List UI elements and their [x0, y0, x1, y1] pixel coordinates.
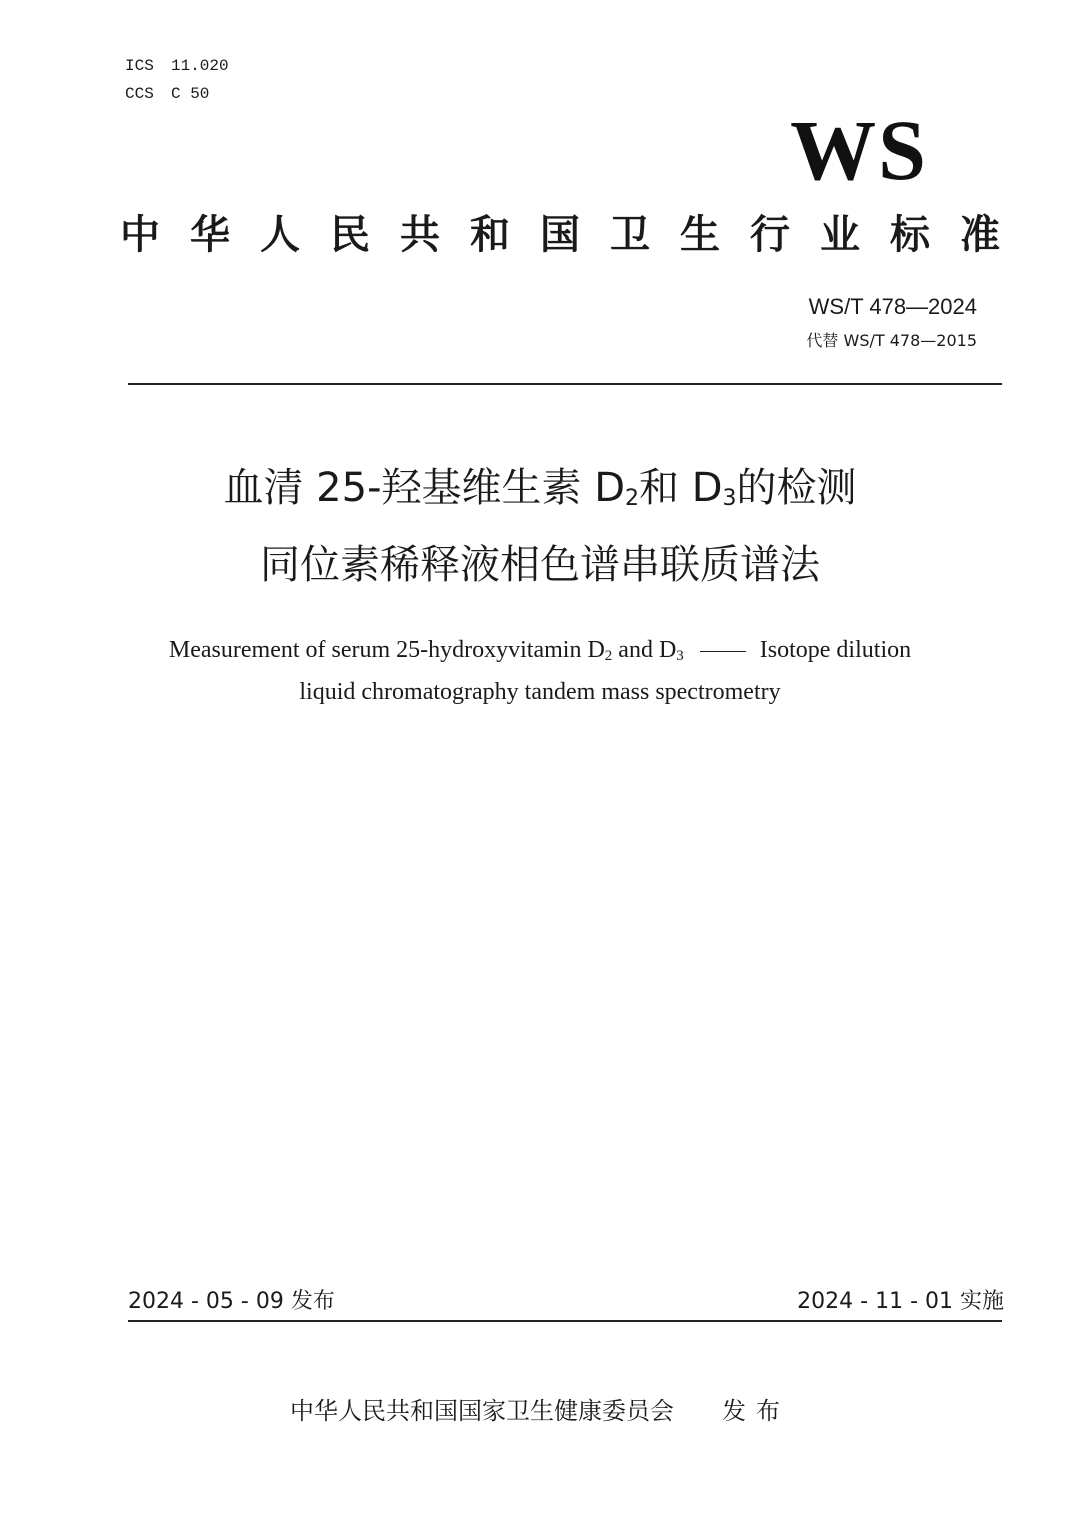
chinese-title: [0, 455, 1080, 598]
en-title-text: Measurement of serum 25-hydroxyvitamin D: [168, 637, 605, 663]
org-title-char: 中: [120, 212, 160, 258]
em-dash-rule: [700, 651, 746, 652]
cn-title-text: 的检测: [736, 465, 857, 511]
org-title-char: 标: [890, 212, 930, 258]
org-title-char: 业: [820, 212, 860, 258]
chinese-title-line2: 同位素稀释液相色谱串联质谱法: [260, 542, 820, 588]
en-subscript: 2: [604, 648, 613, 664]
org-title-char: 卫: [610, 212, 650, 258]
english-title: [0, 632, 1080, 710]
org-title-char: 国: [540, 212, 580, 258]
org-title-char: 华: [190, 212, 230, 258]
ics-label: ICS: [125, 57, 154, 75]
english-title-line1: [0, 632, 1080, 674]
org-title-char: 民: [330, 212, 370, 258]
english-title-line2: liquid chromatography tandem mass spectrometry: [299, 679, 781, 705]
org-title-char: 共: [400, 212, 440, 258]
en-title-text: and D: [612, 637, 677, 663]
org-title-char: 和: [470, 212, 510, 258]
chinese-title-line1: [0, 455, 1080, 532]
replaces-standard: 代替 WS/T 478—2015: [806, 331, 977, 350]
ics-code: [125, 52, 229, 80]
cn-subscript: 2: [625, 486, 640, 511]
ccs-value: C 50: [171, 85, 210, 103]
en-subscript: 3: [676, 648, 684, 664]
en-title-text: Isotope dilution: [759, 637, 912, 663]
publisher-line: [0, 1393, 1080, 1429]
org-title-char: 准: [960, 212, 1000, 258]
org-title-char: 人: [260, 212, 300, 258]
effective-date: 2024 - 11 - 01 实施: [797, 1289, 1004, 1314]
publisher-action: 发布: [722, 1397, 790, 1425]
ccs-label: CCS: [125, 85, 154, 103]
standard-mark-logo: WS: [790, 102, 928, 198]
ics-value: 11.020: [171, 57, 229, 75]
bottom-divider: [128, 1320, 1002, 1322]
standard-number: WS/T 478—2024: [808, 294, 977, 319]
org-title-char: 生: [680, 212, 720, 258]
cn-title-text: 血清 25-羟基维生素 D: [223, 465, 626, 511]
publisher-org: 中华人民共和国国家卫生健康委员会: [290, 1397, 674, 1425]
classification-codes: [125, 52, 229, 108]
org-title-char: 行: [750, 212, 790, 258]
cn-subscript: 3: [722, 486, 737, 511]
ccs-code: [125, 80, 229, 108]
cn-title-text: 和 D: [639, 465, 723, 511]
org-title: [120, 205, 1000, 265]
top-divider: [128, 383, 1002, 385]
issue-date: 2024 - 05 - 09 发布: [128, 1289, 335, 1314]
